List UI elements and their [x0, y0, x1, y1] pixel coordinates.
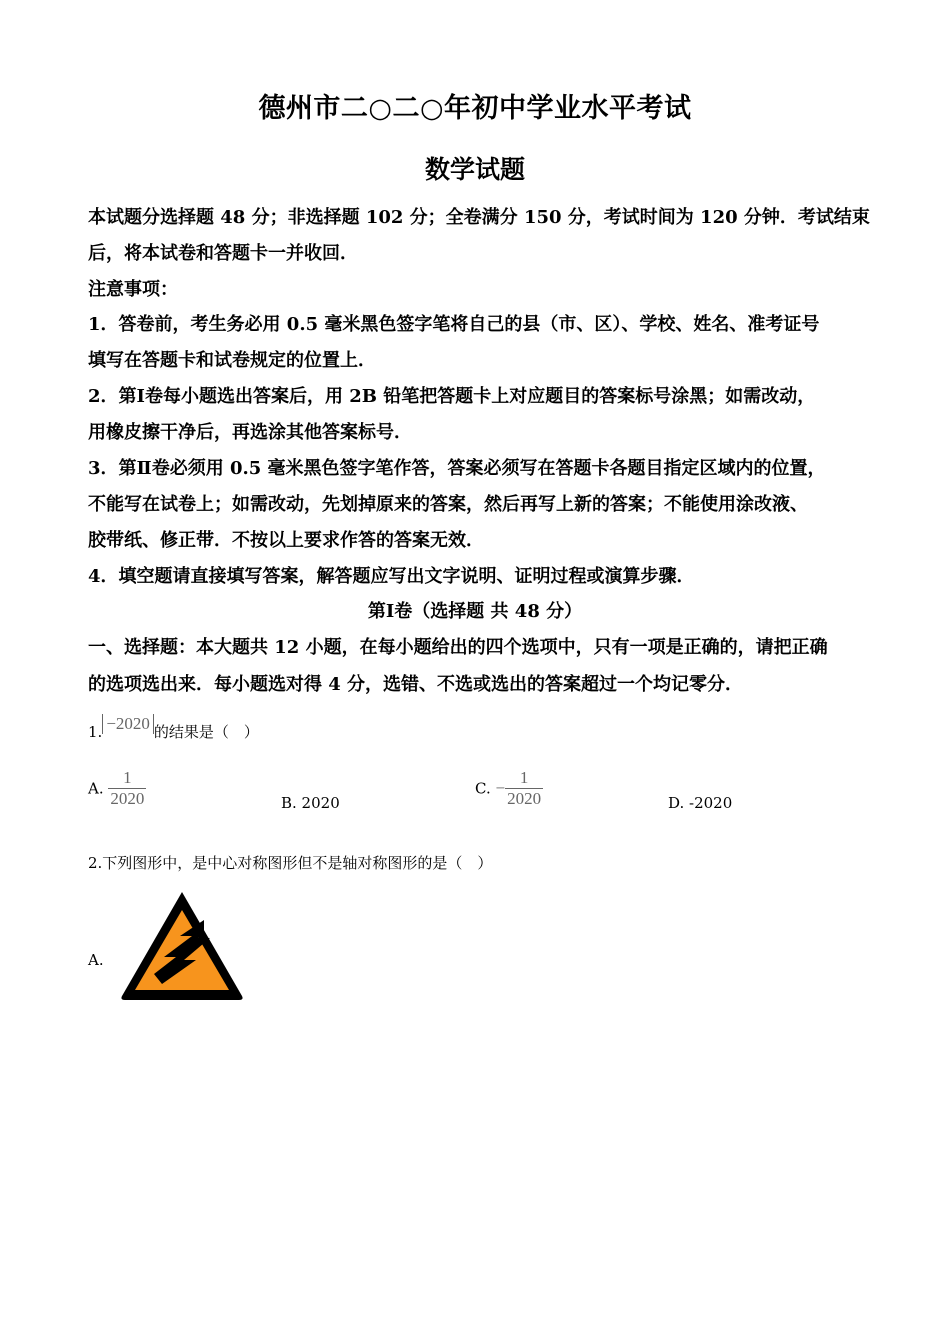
minus-sign: − [495, 778, 506, 798]
exam-subtitle: 数学试题 [424, 155, 525, 184]
q1-option-a-label: A. [88, 779, 104, 798]
question-1-text: 的结果是（ ） [153, 723, 259, 741]
fraction-denominator: 2020 [110, 789, 145, 808]
notes-heading: 注意事项： [88, 279, 178, 300]
intro-line-1: 本试题分选择题 48 分；非选择题 102 分；全卷满分 150 分，考试时间为 120 分钟．考试结束 [88, 207, 870, 228]
question-2: 2.下列图形中，是中心对称图形但不是轴对称图形的是（ ） [88, 854, 493, 872]
part1-instruction-1: 一、选择题：本大题共 12 小题，在每小题给出的四个选项中，只有一项是正确的，请把正确 [88, 637, 828, 658]
note-line-8: 4．填空题请直接填写答案，解答题应写出文字说明、证明过程或演算步骤． [88, 566, 695, 587]
note-line-2: 填写在答题卡和试卷规定的位置上． [88, 350, 376, 371]
note-line-6: 不能写在试卷上；如需改动，先划掉原来的答案，然后再写上新的答案；不能使用涂改液、 [88, 494, 808, 515]
q1-option-c-label: C. [475, 779, 491, 798]
fraction-denominator: 2020 [507, 789, 542, 808]
intro-line-2: 后，将本试卷和答题卡一并收回． [88, 243, 358, 264]
question-1-absolute-value: −2020 [102, 714, 154, 734]
fraction-numerator: 1 [123, 768, 132, 787]
exam-title: 德州市二○二○年初中学业水平考试 [258, 93, 692, 124]
q1-option-a-fraction [108, 768, 146, 809]
q1-option-a [88, 768, 146, 809]
note-line-5: 3．第Ⅱ卷必须用 0.5 毫米黑色签字笔作答，答案必须写在答题卡各题目指定区域内的位置， [88, 458, 826, 479]
note-line-3: 2．第Ⅰ卷每小题选出答案后，用 2B 铅笔把答题卡上对应题目的答案标号涂黑；如需改动， [88, 386, 816, 407]
q1-option-c-fraction [505, 768, 543, 809]
question-1 [88, 714, 259, 742]
q1-option-d: D. -2020 [668, 794, 733, 812]
note-line-4: 用橡皮擦干净后，再选涂其他答案标号． [88, 422, 412, 443]
road-sign-reverse-curve-icon [118, 888, 246, 1002]
part1-instruction-2: 的选项选出来．每小题选对得 4 分，选错、不选或选出的答案超过一个均记零分． [88, 674, 744, 695]
part1-heading: 第Ⅰ卷（选择题 共 48 分） [367, 601, 583, 622]
note-line-7: 胶带纸、修正带．不按以上要求作答的答案无效． [88, 530, 484, 551]
q1-option-b: B. 2020 [281, 794, 340, 812]
q2-option-a-label: A. [88, 951, 104, 969]
note-line-1: 1．答卷前，考生务必用 0.5 毫米黑色签字笔将自己的县（市、区）、学校、姓名、准考证号 [88, 314, 820, 335]
fraction-numerator: 1 [519, 768, 529, 787]
question-1-number: 1. [88, 723, 103, 741]
q1-option-c [475, 768, 543, 809]
